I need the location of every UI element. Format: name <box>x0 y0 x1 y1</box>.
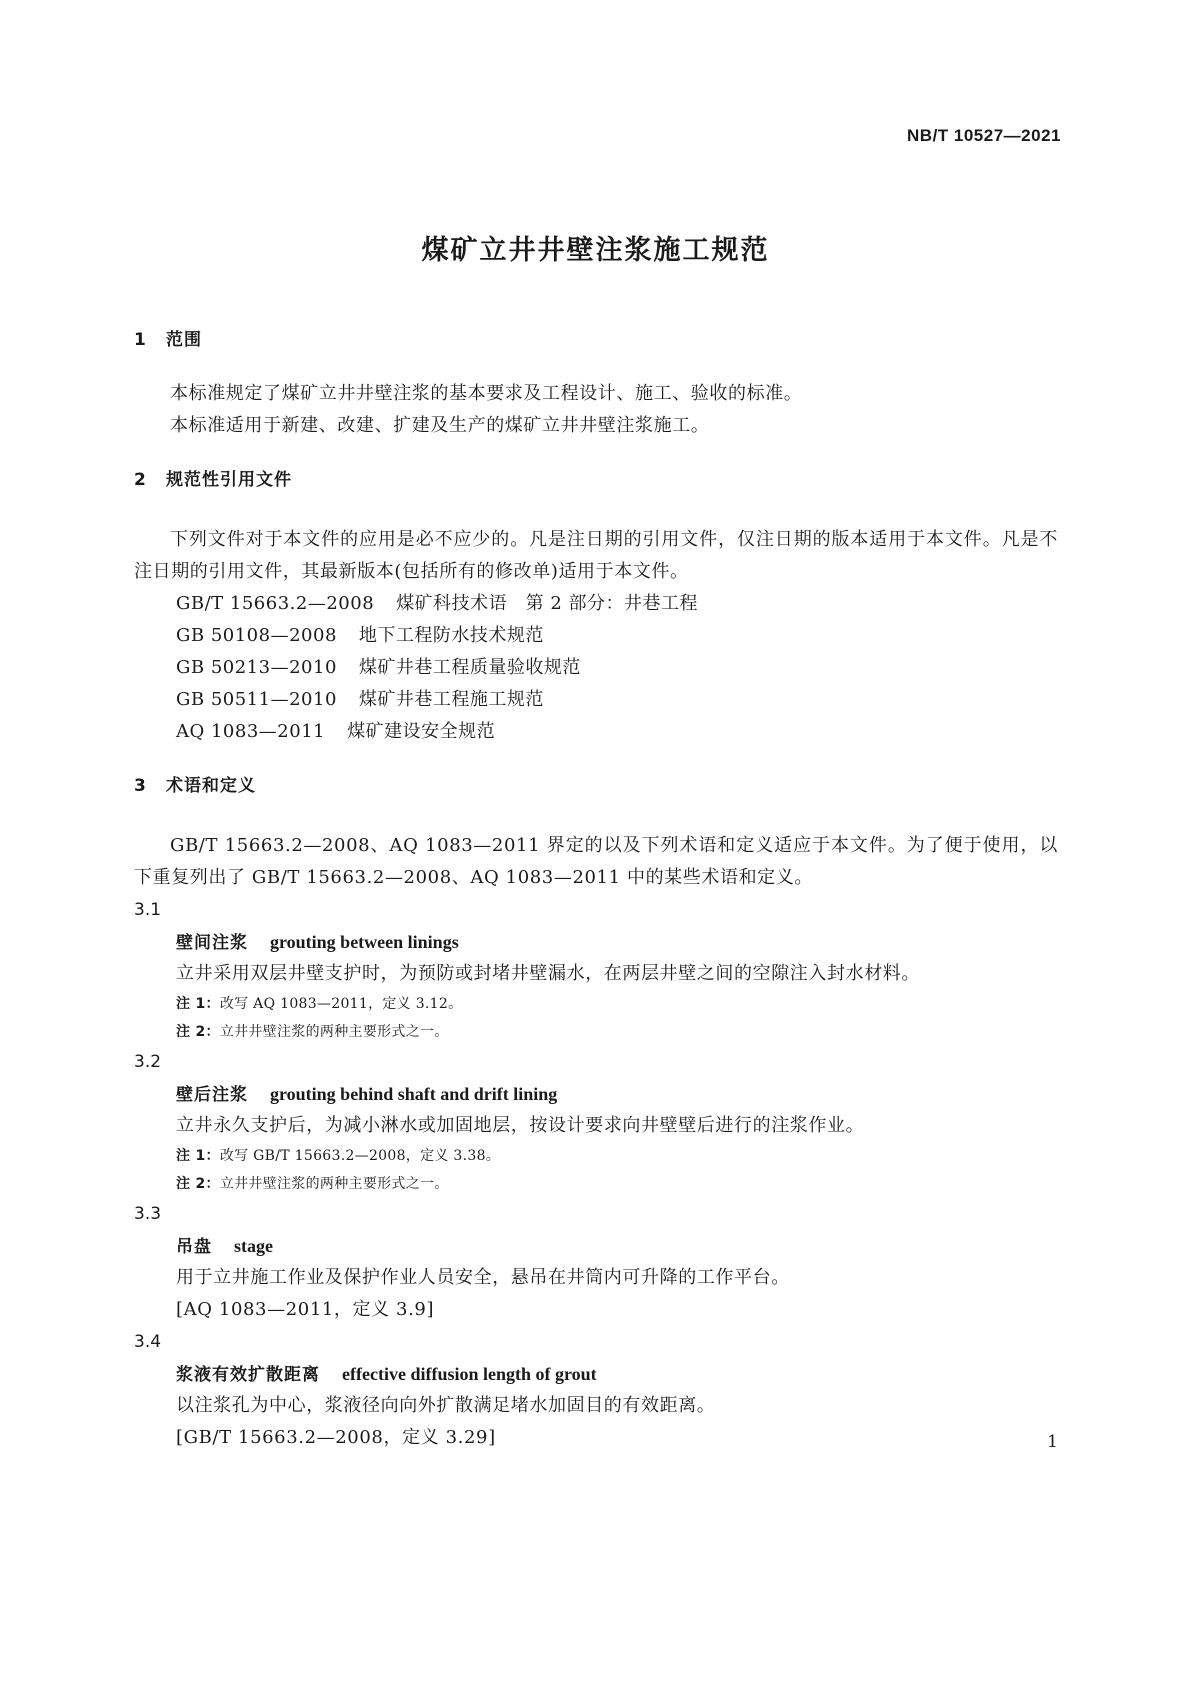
term-note <box>134 990 1058 1018</box>
page-number: 1 <box>1047 1432 1058 1452</box>
reference-item <box>134 588 1058 620</box>
reference-item <box>134 652 1058 684</box>
note-text: 改写 GB/T 15663.2—2008，定义 3.38。 <box>219 1148 501 1164</box>
scope-paragraph-1: 本标准规定了煤矿立井井壁注浆的基本要求及工程设计、施工、验收的标准。 <box>170 383 803 404</box>
term-definition: 以注浆孔为中心，浆液径向向外扩散满足堵水加固目的有效距离。 <box>176 1395 716 1416</box>
term-chinese: 浆液有效扩散距离 <box>176 1365 320 1385</box>
reference-title: 煤矿井巷工程施工规范 <box>358 689 544 710</box>
reference-item <box>134 620 1058 652</box>
section-number: 2 <box>134 470 147 490</box>
standard-code: NB/T 10527—2021 <box>907 126 1061 145</box>
note-text: 改写 AQ 1083—2011，定义 3.12。 <box>219 996 463 1012</box>
term-heading <box>134 926 1058 958</box>
term-entry <box>134 1326 1058 1454</box>
term-note <box>134 1142 1058 1170</box>
term-number: 3.4 <box>134 1332 162 1352</box>
section-2-heading <box>134 468 1058 492</box>
section-title: 规范性引用文件 <box>166 470 292 490</box>
term-english: grouting behind shaft and drift lining <box>270 1084 558 1104</box>
note-text: 立井井壁注浆的两种主要形式之一。 <box>219 1024 449 1040</box>
term-source: [GB/T 15663.2—2008，定义 3.29] <box>176 1427 496 1448</box>
reference-code: GB 50108—2008 <box>176 625 337 646</box>
term-definition: 用于立井施工作业及保护作业人员安全，悬吊在井筒内可升降的工作平台。 <box>176 1267 790 1288</box>
references-intro: 下列文件对于本文件的应用是必不应少的。凡是注日期的引用文件，仅注日期的版本适用于本文件。凡是不注日期的引用文件，其最新版本(包括所有的修改单)适用于本文件。 <box>134 529 1058 582</box>
reference-code: GB 50511—2010 <box>176 689 337 710</box>
reference-title: 煤矿科技术语 第 2 部分：井巷工程 <box>396 593 699 614</box>
note-label: 注 2： <box>176 1176 220 1192</box>
note-text: 立井井壁注浆的两种主要形式之一。 <box>219 1176 449 1192</box>
document-body <box>134 328 1058 1454</box>
document-title: 煤矿立井井壁注浆施工规范 <box>421 235 770 266</box>
term-english: grouting between linings <box>270 932 459 952</box>
term-heading <box>134 1230 1058 1262</box>
note-label: 注 2： <box>176 1024 220 1040</box>
reference-item <box>134 684 1058 716</box>
term-chinese: 吊盘 <box>176 1237 212 1257</box>
note-label: 注 1： <box>176 1148 220 1164</box>
reference-list <box>134 588 1058 748</box>
note-label: 注 1： <box>176 996 220 1012</box>
reference-code: AQ 1083—2011 <box>176 721 326 742</box>
term-number: 3.1 <box>134 900 162 920</box>
term-definition: 立井采用双层井壁支护时，为预防或封堵井壁漏水，在两层井壁之间的空隙注入封水材料。 <box>176 963 920 984</box>
term-note <box>134 1018 1058 1046</box>
term-entry <box>134 1198 1058 1326</box>
reference-code: GB/T 15663.2—2008 <box>176 593 375 614</box>
term-definition: 立井永久支护后，为减小淋水或加固地层，按设计要求向井壁壁后进行的注浆作业。 <box>176 1115 865 1136</box>
term-english: stage <box>234 1236 273 1256</box>
term-number: 3.3 <box>134 1204 162 1224</box>
reference-code: GB 50213—2010 <box>176 657 337 678</box>
section-number: 3 <box>134 776 147 796</box>
section-title: 术语和定义 <box>166 776 256 796</box>
term-source: [AQ 1083—2011，定义 3.9] <box>176 1299 435 1320</box>
term-entry <box>134 1046 1058 1198</box>
term-note <box>134 1170 1058 1198</box>
term-number: 3.2 <box>134 1052 162 1072</box>
section-number: 1 <box>134 330 147 350</box>
reference-title: 地下工程防水技术规范 <box>358 625 544 646</box>
section-1-heading <box>134 328 1058 352</box>
term-heading <box>134 1078 1058 1110</box>
scope-paragraph-2: 本标准适用于新建、改建、扩建及生产的煤矿立井井壁注浆施工。 <box>170 415 710 436</box>
reference-title: 煤矿建设安全规范 <box>347 721 496 742</box>
term-chinese: 壁间注浆 <box>176 933 248 953</box>
section-3-heading <box>134 774 1058 798</box>
section-title: 范围 <box>166 330 202 350</box>
terms-intro: GB/T 15663.2—2008、AQ 1083—2011 界定的以及下列术语和定义适应于本文件。为了便于使用，以下重复列出了 GB/T 15663.2—2008、AQ 1083—2011 中的某些术语和定义。 <box>134 835 1058 888</box>
term-english: effective diffusion length of grout <box>342 1364 597 1384</box>
term-heading <box>134 1358 1058 1390</box>
term-chinese: 壁后注浆 <box>176 1085 248 1105</box>
reference-title: 煤矿井巷工程质量验收规范 <box>358 657 581 678</box>
reference-item <box>134 716 1058 748</box>
term-entry <box>134 894 1058 1046</box>
